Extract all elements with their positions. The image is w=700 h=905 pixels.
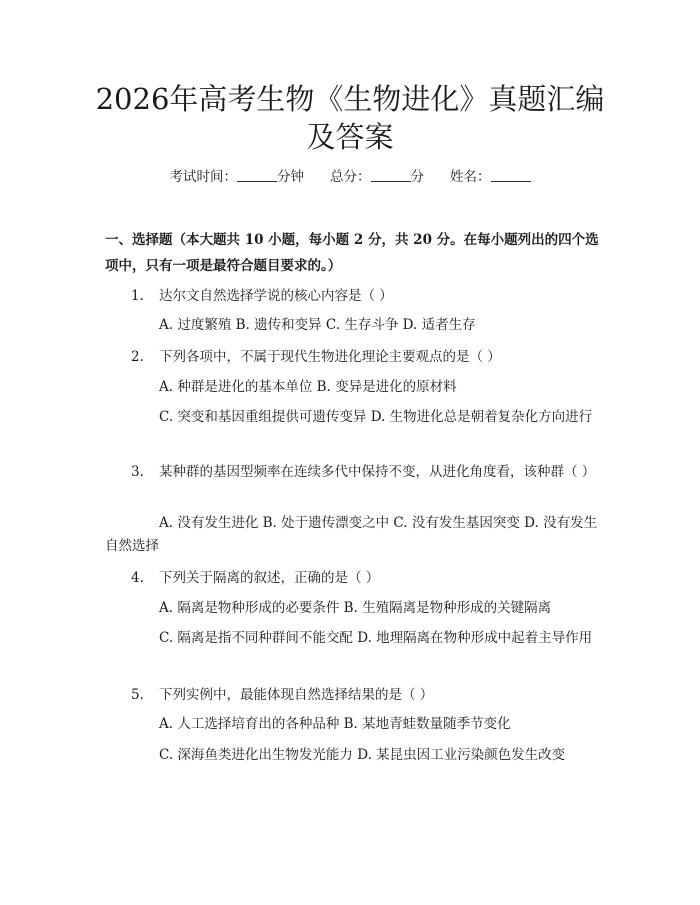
question-options: C. 深海鱼类进化出生物发光能力 D. 某昆虫因工业污染颜色发生改变 [159, 747, 566, 763]
question-text: 某种群的基因型频率在连续多代中保持不变，从进化角度看，该种群（ ） [159, 464, 596, 480]
question-number: 4. [131, 570, 144, 586]
exam-meta [0, 166, 700, 188]
question-options: A. 人工选择培育出的各种品种 B. 某地青蛙数量随季节变化 [159, 716, 511, 732]
question-options: A. 隔离是物种形成的必要条件 B. 生殖隔离是物种形成的关键隔离 [159, 600, 552, 616]
question-number: 1. [131, 288, 144, 304]
name-blank [491, 169, 531, 182]
score-blank [371, 169, 411, 182]
time-label: 考试时间： [169, 169, 237, 185]
question-options: A. 过度繁殖 B. 遗传和变异 C. 生存斗争 D. 适者生存 [159, 317, 476, 333]
section-heading: 一、选择题（本大题共 10 小题，每小题 2 分，共 20 分。在每小题列出的四个选项中，只有一项是最符合题目要求的。） [105, 232, 599, 274]
question-text: 下列实例中，最能体现自然选择结果的是（ ） [159, 687, 434, 703]
question-options: A. 没有发生进化 B. 处于遗传漂变之中 C. 没有发生基因突变 D. 没有发生自然选择 [105, 515, 598, 554]
question-text: 达尔文自然选择学说的核心内容是（ ） [159, 288, 393, 304]
question-options: A. 种群是进化的基本单位 B. 变异是进化的原材料 [159, 379, 457, 395]
name-label: 姓名： [450, 169, 491, 185]
question-number: 2. [131, 349, 144, 365]
page-title: 2026年高考生物《生物进化》真题汇编及答案 [95, 82, 605, 154]
question-stem [105, 683, 605, 707]
question-number: 5. [131, 687, 144, 703]
question-text: 下列关于隔离的叙述，正确的是（ ） [159, 570, 380, 586]
question-options: C. 突变和基因重组提供可遗传变异 D. 生物进化总是朝着复杂化方向进行 [159, 409, 593, 425]
question-number: 3. [131, 464, 144, 480]
question-stem [105, 345, 605, 369]
question-options: C. 隔离是指不同种群间不能交配 D. 地理隔离在物种形成中起着主导作用 [159, 630, 593, 646]
time-blank [237, 169, 277, 182]
time-unit: 分钟 [277, 169, 304, 185]
question-stem [105, 566, 605, 590]
question-stem [105, 284, 605, 308]
question-stem [105, 460, 605, 484]
score-unit: 分 [410, 169, 424, 185]
question-text: 下列各项中，不属于现代生物进化理论主要观点的是（ ） [159, 349, 501, 365]
score-label: 总分： [330, 169, 371, 185]
